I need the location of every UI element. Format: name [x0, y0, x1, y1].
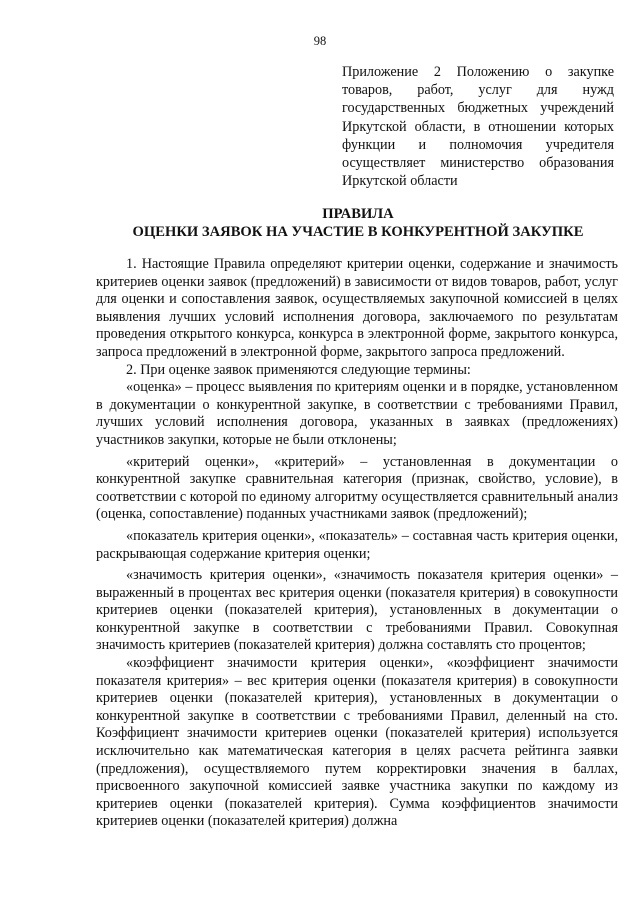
appendix-note: Приложение 2 Положению о закупке товаров, работ, услуг для нужд государственных бюджетных учреждений Иркутской области, в отношении которых функции и полномочия учредителя осуществляет министерство образования Иркутской области: [342, 64, 614, 190]
document-body: [96, 256, 618, 831]
page-number: 98: [313, 34, 327, 48]
paragraph: «показатель критерия оценки», «показатель» – составная часть критерия оценки, раскрывающая содержание критерия оценки;: [96, 527, 618, 562]
paragraph: «коэффициент значимости критерия оценки», «коэффициент значимости показателя критерия» – вес критерия оценки (показателя критерия) в совокупности критериев оценки (показателей критерия), установленных в документации о конкурентной закупке в соответствии с требованиями Правил, деленный на сто. Коэффициент значимости критериев оценки (показателей критерия) используется исключительно как математическая категория в целях расчета рейтинга заявки (предложения), осуществляемого путем корректировки значения в баллах, присвоенного закупочной комиссией заявке участника закупки по каждому из критериев оценки (показателей критерия). Сумма коэффициентов значимости критериев оценки (показателей критерия) должна: [96, 655, 618, 830]
document-title: [98, 205, 618, 241]
paragraph: «критерий оценки», «критерий» – установленная в документации о конкурентной закупке сравнительная категория (признак, свойство, условие), в соответствии с которой по единому алгоритму осуществляется сравнительный анализ (оценка, сопоставление) поданных участниками заявок (предложений);: [96, 453, 618, 523]
title-line-2: ОЦЕНКИ ЗАЯВОК НА УЧАСТИЕ В КОНКУРЕНТНОЙ ЗАКУПКЕ: [132, 224, 584, 240]
paragraph: 1. Настоящие Правила определяют критерии оценки, содержание и значимость критериев оценки заявок (предложений) в зависимости от видов товаров, работ, услуг для оценки и сопоставления заявок, осуществляемых закупочной комиссией в целях выявления лучших условий исполнения договора, заключаемого по результатам проведения открытого конкурса, конкурса в электронной форме, закрытого конкурса, запроса предложений в электронной форме, закрытого запроса предложений.: [96, 256, 618, 360]
paragraph: 2. При оценке заявок применяются следующие термины:: [126, 361, 471, 378]
paragraph: «значимость критерия оценки», «значимость показателя критерия оценки» – выраженный в процентах вес критерия оценки (показателя критерия) в совокупности критериев оценки (показателей критерия), установленных в документации о конкурентной закупке в соответствии с требованиями Правил. Совокупная значимость критериев (показателей критерия) должна составлять сто процентов;: [96, 567, 618, 654]
paragraph: «оценка» – процесс выявления по критериям оценки и в порядке, установленном в документации о конкурентной закупке, в соответствии с требованиями Правил, лучших условий исполнения договора, указанных в заявках (предложениях) участников закупки, которые не были отклонены;: [96, 379, 618, 448]
title-line-1: ПРАВИЛА: [322, 206, 394, 222]
